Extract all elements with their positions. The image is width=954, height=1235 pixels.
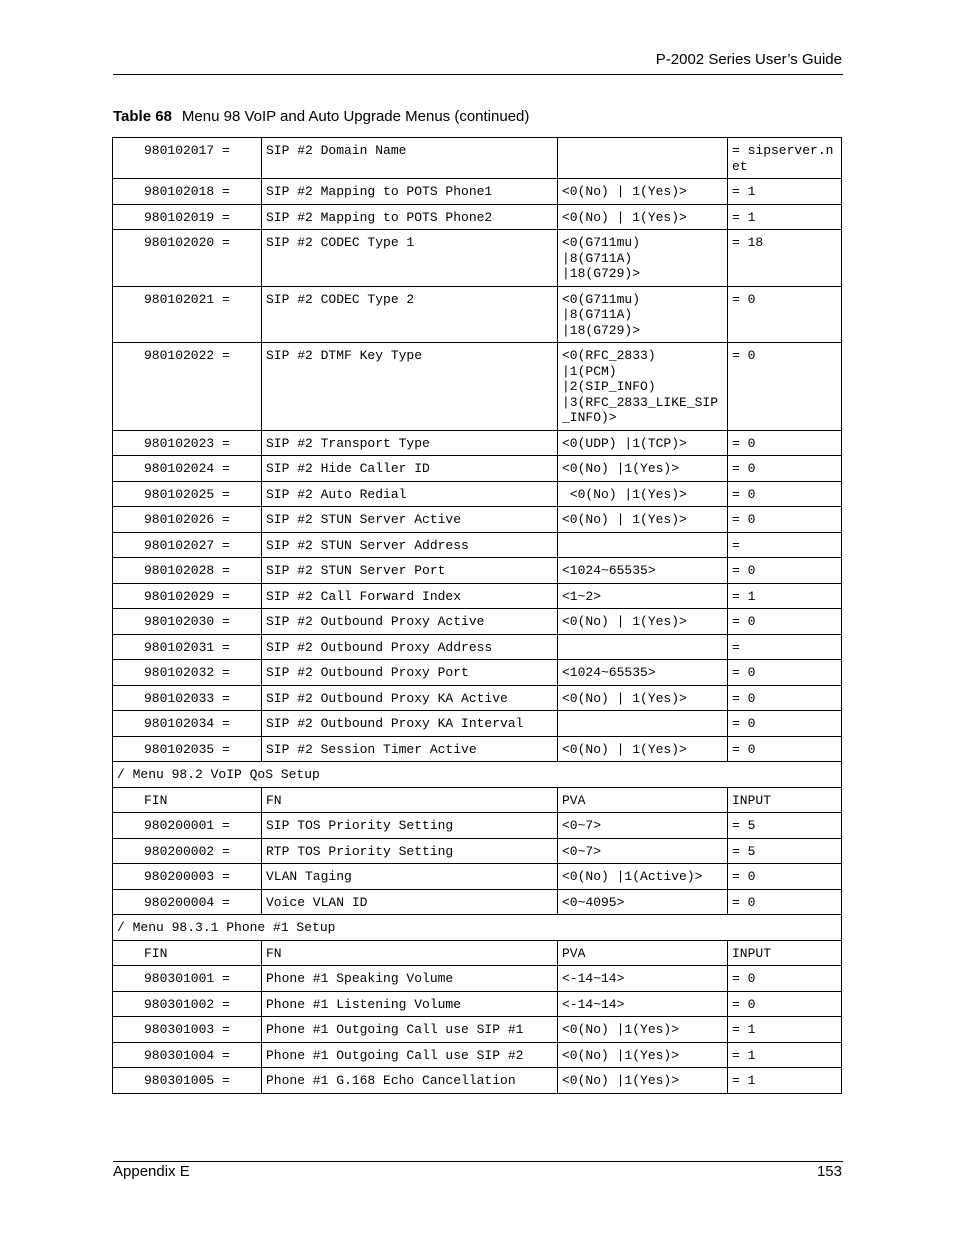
- input-cell: = sipserver.net: [728, 138, 842, 179]
- table-row: [113, 138, 842, 179]
- fn-cell: SIP #2 Outbound Proxy Port: [262, 660, 558, 686]
- table-row: [113, 1017, 842, 1043]
- pva-cell: [558, 138, 728, 179]
- table-row: [113, 813, 842, 839]
- input-cell: = 0: [728, 685, 842, 711]
- table-row: [113, 583, 842, 609]
- fin-cell: 980301001 =: [113, 966, 262, 992]
- input-cell: = 0: [728, 286, 842, 343]
- fin-cell: 980102026 =: [113, 507, 262, 533]
- input-cell: = 0: [728, 864, 842, 890]
- section-row: [113, 915, 842, 941]
- table-row: [113, 430, 842, 456]
- fn-cell: Phone #1 Outgoing Call use SIP #1: [262, 1017, 558, 1043]
- pva-cell: <0~7>: [558, 813, 728, 839]
- fin-cell: 980102019 =: [113, 204, 262, 230]
- fin-cell: 980301003 =: [113, 1017, 262, 1043]
- pva-cell: <0(No) |1(Yes)>: [558, 481, 728, 507]
- input-cell: =: [728, 634, 842, 660]
- input-cell: = 5: [728, 838, 842, 864]
- fn-cell: Phone #1 Speaking Volume: [262, 966, 558, 992]
- input-cell: = 5: [728, 813, 842, 839]
- input-cell: = 0: [728, 991, 842, 1017]
- header-divider: [113, 74, 843, 75]
- page-number: 153: [816, 1163, 842, 1180]
- fn-cell: VLAN Taging: [262, 864, 558, 890]
- table-row: [113, 1042, 842, 1068]
- pva-cell: <0(No) | 1(Yes)>: [558, 736, 728, 762]
- fin-cell: FIN: [113, 940, 262, 966]
- fin-cell: 980102029 =: [113, 583, 262, 609]
- pva-cell: <1~2>: [558, 583, 728, 609]
- fin-cell: 980102024 =: [113, 456, 262, 482]
- fn-cell: SIP #2 CODEC Type 1: [262, 230, 558, 287]
- table-caption-text: Menu 98 VoIP and Auto Upgrade Menus (continued): [181, 108, 530, 125]
- table-row: [113, 532, 842, 558]
- fn-cell: SIP #2 DTMF Key Type: [262, 343, 558, 431]
- fin-cell: 980102022 =: [113, 343, 262, 431]
- input-cell: = 0: [728, 889, 842, 915]
- pva-cell: <0(No) | 1(Yes)>: [558, 685, 728, 711]
- table-row: [113, 456, 842, 482]
- input-cell: = 0: [728, 430, 842, 456]
- fin-cell: 980301005 =: [113, 1068, 262, 1094]
- fn-cell: Phone #1 Outgoing Call use SIP #2: [262, 1042, 558, 1068]
- input-cell: = 0: [728, 343, 842, 431]
- table-row: [113, 660, 842, 686]
- table-row: [113, 736, 842, 762]
- table-row: [113, 940, 842, 966]
- table-row: [113, 634, 842, 660]
- pva-cell: <0(No) |1(Yes)>: [558, 456, 728, 482]
- pva-cell: <0(No) | 1(Yes)>: [558, 204, 728, 230]
- pva-cell: [558, 711, 728, 737]
- table-row: [113, 507, 842, 533]
- section-title: / Menu 98.2 VoIP QoS Setup: [113, 762, 842, 788]
- fn-cell: Phone #1 Listening Volume: [262, 991, 558, 1017]
- fin-cell: 980102021 =: [113, 286, 262, 343]
- pva-cell: PVA: [558, 787, 728, 813]
- table-row: [113, 286, 842, 343]
- input-cell: =: [728, 532, 842, 558]
- table-row: [113, 711, 842, 737]
- input-cell: = 0: [728, 481, 842, 507]
- table-row: [113, 230, 842, 287]
- fin-cell: 980200001 =: [113, 813, 262, 839]
- fn-cell: RTP TOS Priority Setting: [262, 838, 558, 864]
- fn-cell: FN: [262, 787, 558, 813]
- pva-cell: <0(No) |1(Yes)>: [558, 1068, 728, 1094]
- table-row: [113, 558, 842, 584]
- fn-cell: SIP #2 Session Timer Active: [262, 736, 558, 762]
- pva-cell: <0(No) | 1(Yes)>: [558, 507, 728, 533]
- fn-cell: SIP #2 Call Forward Index: [262, 583, 558, 609]
- fin-cell: 980102028 =: [113, 558, 262, 584]
- pva-cell: <0(No) |1(Yes)>: [558, 1042, 728, 1068]
- fn-cell: SIP #2 Mapping to POTS Phone2: [262, 204, 558, 230]
- pva-cell: <1024~65535>: [558, 660, 728, 686]
- table-row: [113, 609, 842, 635]
- input-cell: = 1: [728, 204, 842, 230]
- input-cell: = 0: [728, 966, 842, 992]
- fin-cell: FIN: [113, 787, 262, 813]
- table-caption: [113, 108, 529, 125]
- pva-cell: <-14~14>: [558, 991, 728, 1017]
- input-cell: = 0: [728, 660, 842, 686]
- section-row: [113, 762, 842, 788]
- running-header: P-2002 Series User’s Guide: [655, 51, 842, 68]
- input-cell: = 0: [728, 711, 842, 737]
- fin-cell: 980102030 =: [113, 609, 262, 635]
- pva-cell: <0(G711mu) |8(G711A) |18(G729)>: [558, 286, 728, 343]
- table-row: [113, 481, 842, 507]
- fn-cell: FN: [262, 940, 558, 966]
- fn-cell: SIP #2 STUN Server Address: [262, 532, 558, 558]
- table-row: [113, 889, 842, 915]
- table-row: [113, 204, 842, 230]
- fn-cell: SIP #2 STUN Server Port: [262, 558, 558, 584]
- fin-cell: 980301002 =: [113, 991, 262, 1017]
- fn-cell: Voice VLAN ID: [262, 889, 558, 915]
- input-cell: = 1: [728, 1042, 842, 1068]
- fn-cell: SIP #2 STUN Server Active: [262, 507, 558, 533]
- section-title: / Menu 98.3.1 Phone #1 Setup: [113, 915, 842, 941]
- fin-cell: 980102017 =: [113, 138, 262, 179]
- pva-cell: <0~7>: [558, 838, 728, 864]
- footer-section: Appendix E: [113, 1163, 190, 1180]
- fin-cell: 980200002 =: [113, 838, 262, 864]
- fn-cell: SIP #2 Auto Redial: [262, 481, 558, 507]
- pva-cell: <0(No) |1(Yes)>: [558, 1017, 728, 1043]
- input-cell: INPUT: [728, 940, 842, 966]
- fin-cell: 980102033 =: [113, 685, 262, 711]
- pva-cell: <0(G711mu) |8(G711A) |18(G729)>: [558, 230, 728, 287]
- pva-cell: <0(No) | 1(Yes)>: [558, 609, 728, 635]
- table-row: [113, 864, 842, 890]
- table-row: [113, 343, 842, 431]
- fin-cell: 980102032 =: [113, 660, 262, 686]
- fin-cell: 980102035 =: [113, 736, 262, 762]
- pva-cell: [558, 532, 728, 558]
- fn-cell: SIP #2 Outbound Proxy KA Interval: [262, 711, 558, 737]
- fn-cell: SIP #2 Outbound Proxy Address: [262, 634, 558, 660]
- fn-cell: Phone #1 G.168 Echo Cancellation: [262, 1068, 558, 1094]
- fn-cell: SIP #2 Hide Caller ID: [262, 456, 558, 482]
- menu-table: [112, 137, 842, 1094]
- pva-cell: <0(UDP) |1(TCP)>: [558, 430, 728, 456]
- pva-cell: <0(RFC_2833) |1(PCM) |2(SIP_INFO) |3(RFC_2833_LIKE_SIP_INFO)>: [558, 343, 728, 431]
- table-row: [113, 787, 842, 813]
- fin-cell: 980102018 =: [113, 179, 262, 205]
- pva-cell: <0(No) | 1(Yes)>: [558, 179, 728, 205]
- table-row: [113, 179, 842, 205]
- table-row: [113, 991, 842, 1017]
- input-cell: = 1: [728, 1017, 842, 1043]
- fin-cell: 980102031 =: [113, 634, 262, 660]
- pva-cell: PVA: [558, 940, 728, 966]
- input-cell: INPUT: [728, 787, 842, 813]
- fin-cell: 980102034 =: [113, 711, 262, 737]
- fn-cell: SIP #2 CODEC Type 2: [262, 286, 558, 343]
- fn-cell: SIP #2 Transport Type: [262, 430, 558, 456]
- fn-cell: SIP #2 Mapping to POTS Phone1: [262, 179, 558, 205]
- fn-cell: SIP #2 Domain Name: [262, 138, 558, 179]
- input-cell: = 0: [728, 507, 842, 533]
- input-cell: = 0: [728, 609, 842, 635]
- pva-cell: <0~4095>: [558, 889, 728, 915]
- fin-cell: 980200003 =: [113, 864, 262, 890]
- input-cell: = 1: [728, 1068, 842, 1094]
- input-cell: = 0: [728, 558, 842, 584]
- table-row: [113, 685, 842, 711]
- pva-cell: <1024~65535>: [558, 558, 728, 584]
- fin-cell: 980301004 =: [113, 1042, 262, 1068]
- input-cell: = 1: [728, 179, 842, 205]
- fin-cell: 980102027 =: [113, 532, 262, 558]
- footer-divider: [113, 1161, 843, 1162]
- pva-cell: <-14~14>: [558, 966, 728, 992]
- fn-cell: SIP TOS Priority Setting: [262, 813, 558, 839]
- input-cell: = 18: [728, 230, 842, 287]
- fin-cell: 980200004 =: [113, 889, 262, 915]
- fin-cell: 980102020 =: [113, 230, 262, 287]
- input-cell: = 0: [728, 456, 842, 482]
- menu-table-body: [113, 138, 842, 1094]
- table-row: [113, 966, 842, 992]
- pva-cell: [558, 634, 728, 660]
- input-cell: = 1: [728, 583, 842, 609]
- pva-cell: <0(No) |1(Active)>: [558, 864, 728, 890]
- table-row: [113, 838, 842, 864]
- table-caption-label: Table 68: [113, 108, 172, 125]
- fin-cell: 980102023 =: [113, 430, 262, 456]
- fn-cell: SIP #2 Outbound Proxy Active: [262, 609, 558, 635]
- table-row: [113, 1068, 842, 1094]
- fn-cell: SIP #2 Outbound Proxy KA Active: [262, 685, 558, 711]
- input-cell: = 0: [728, 736, 842, 762]
- fin-cell: 980102025 =: [113, 481, 262, 507]
